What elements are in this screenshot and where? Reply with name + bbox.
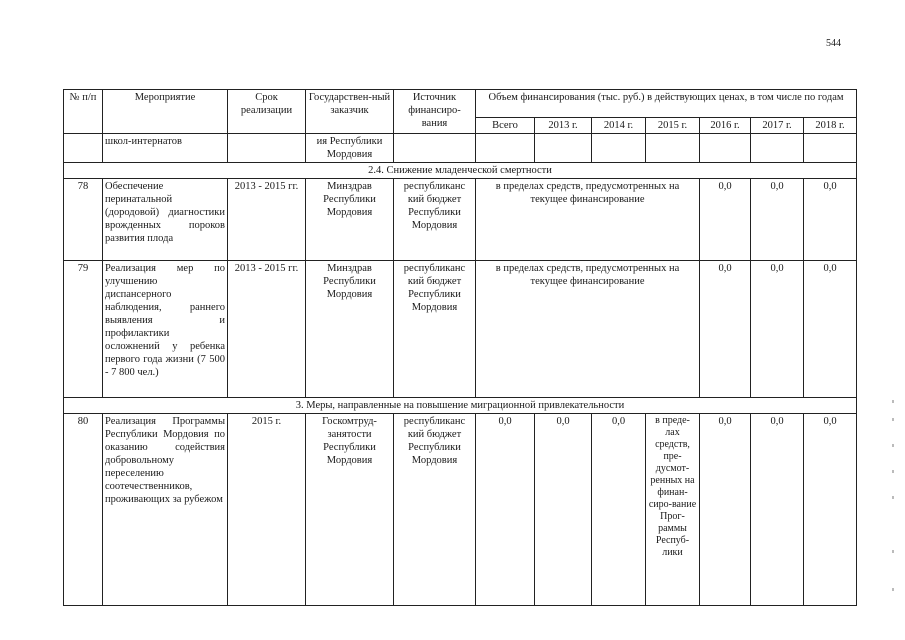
funding-note: в пределах средств, предусмотренных на текущее финансирование [476, 179, 700, 261]
table-row [64, 134, 857, 163]
customer-cell: Госкомтруд-занятости Республики Мордовия [306, 414, 394, 606]
value-total: 0,0 [476, 414, 535, 606]
term-cell: 2015 г. [228, 414, 306, 606]
page-number: 544 [826, 38, 841, 49]
value-2013: 0,0 [535, 414, 592, 606]
event-cell: школ-интернатов [103, 134, 228, 163]
value-2018: 0,0 [804, 414, 857, 606]
table-row [64, 179, 857, 261]
table-row [64, 414, 857, 606]
value-2016: 0,0 [700, 414, 751, 606]
event-cell: Обеспечение перинатальной (дородовой) диагностики врожденных пороков развития плода [103, 179, 228, 261]
header-2017: 2017 г. [751, 118, 804, 134]
value-2015: в преде-лах средств, пре-дусмот-ренных на финан-сиро-вание Прог-раммы Респуб-лики [646, 414, 700, 606]
value-2018: 0,0 [804, 179, 857, 261]
funding-note: в пределах средств, предусмотренных на текущее финансирование [476, 261, 700, 398]
header-event: Мероприятие [103, 90, 228, 134]
row-number: 78 [64, 179, 103, 261]
section-heading: 2.4. Снижение младенческой смертности [64, 163, 857, 179]
term-cell: 2013 - 2015 гг. [228, 179, 306, 261]
header-2015: 2015 г. [646, 118, 700, 134]
value-2017: 0,0 [751, 414, 804, 606]
source-cell: республиканс кий бюджет Республики Мордовия [394, 179, 476, 261]
table-row [64, 261, 857, 398]
header-volume: Объем финансирования (тыс. руб.) в действующих ценах, в том числе по годам [476, 90, 857, 118]
header-customer: Государствен-ный заказчик [306, 90, 394, 134]
header-2014: 2014 г. [592, 118, 646, 134]
header-2016: 2016 г. [700, 118, 751, 134]
value-2016: 0,0 [700, 179, 751, 261]
table-header-row [64, 90, 857, 118]
header-num: № п/п [64, 90, 103, 134]
row-number: 79 [64, 261, 103, 398]
section-row [64, 163, 857, 179]
event-cell: Реализация Программы Республики Мордовия по оказанию содействия добровольному переселению соотечественников, проживающих за рубежом [103, 414, 228, 606]
header-2018: 2018 г. [804, 118, 857, 134]
value-2016: 0,0 [700, 261, 751, 398]
section-heading: 3. Меры, направленные на повышение миграционной привлекательности [64, 398, 857, 414]
header-term: Срок реализации [228, 90, 306, 134]
header-total: Всего [476, 118, 535, 134]
term-cell: 2013 - 2015 гг. [228, 261, 306, 398]
customer-cell: ия Республики Мордовия [306, 134, 394, 163]
customer-cell: Минздрав Республики Мордовия [306, 179, 394, 261]
value-2018: 0,0 [804, 261, 857, 398]
value-2017: 0,0 [751, 261, 804, 398]
value-2017: 0,0 [751, 179, 804, 261]
program-activities-table [63, 89, 857, 606]
source-cell: республиканс кий бюджет Республики Мордовия [394, 261, 476, 398]
header-source: Источник финансиро-вания [394, 90, 476, 134]
source-cell: республиканс кий бюджет Республики Мордовия [394, 414, 476, 606]
header-2013: 2013 г. [535, 118, 592, 134]
row-number: 80 [64, 414, 103, 606]
section-row [64, 398, 857, 414]
value-2014: 0,0 [592, 414, 646, 606]
customer-cell: Минздрав Республики Мордовия [306, 261, 394, 398]
event-cell: Реализация мер по улучшению диспансерного наблюдения, раннего выявления и профилактики осложнений у ребенка первого года жизни (7 500 - 7 800 чел.) [103, 261, 228, 398]
scan-margin-marks [892, 400, 896, 600]
